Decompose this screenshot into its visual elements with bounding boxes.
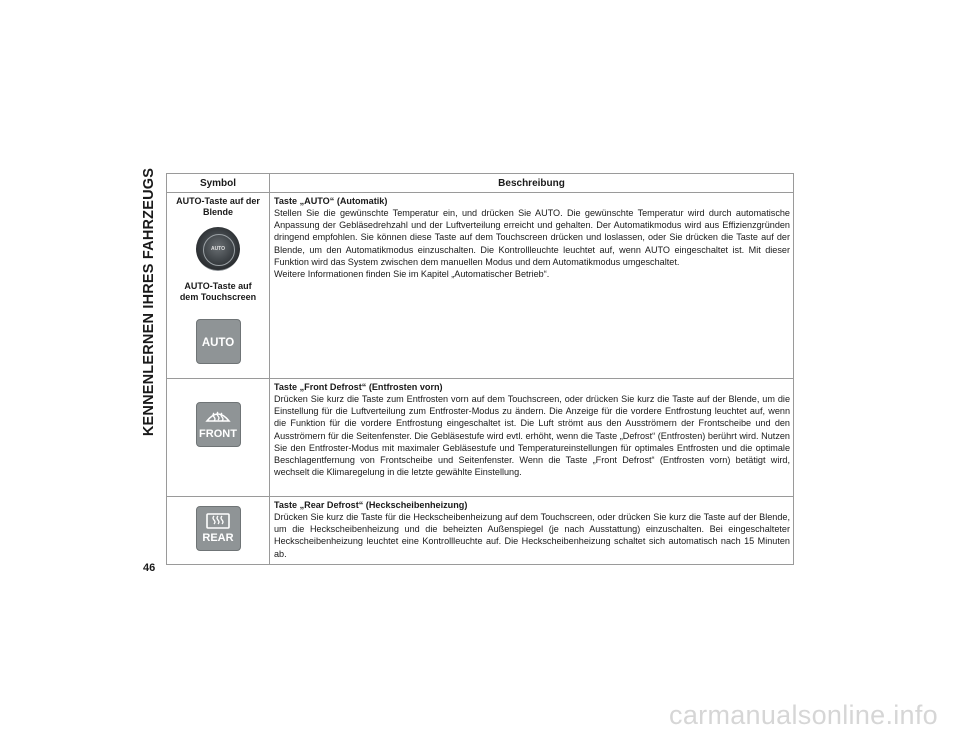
side-section-title — [138, 167, 160, 437]
rear-defrost-button[interactable] — [196, 506, 241, 551]
front-defrost-text: Drücken Sie kurz die Taste zum Entfrosten vorn auf dem Touchscreen, oder drücken Sie kurz die Taste auf der Blende, um die Einstellung für die Luftverteilung zum Entfroster-Modus zu ändern. Die Anzeige für die vordere Entfrostung leuchtet auf, wenn die Funktion für die vordere Entfrostung eingeschaltet ist. Die Luft strömt aus den Ausströmern der Frontscheibe und den Ausströmern für die Seitenfenster. Die Gebläsestufe wird evtl. erhöht, wenn die Taste „Defrost“ (Entfrosten) berührt wird. Nutzen Sie den Entfroster-Modus mit maximaler Gebläsestufe und Temperatureinstellungen für optimales Entfrosten und die optimale Beschlagentfernung von Frontscheibe und Seitenfenster. Wenn die Taste „Front Defrost“ (Entfrosten vorn) betätigt wird, wechselt die Klimaregelung in die letzte gewählte Einstellung. — [274, 394, 790, 478]
side-section-title-text: KENNENLERNEN IHRES FAHRZEUGS — [141, 167, 157, 437]
symbol-cell-front — [167, 379, 270, 497]
symbol-description-table — [166, 173, 794, 565]
symbol-cell-auto — [167, 193, 270, 379]
table-row-rear-defrost — [167, 497, 794, 565]
front-defrost-title: Taste „Front Defrost“ (Entfrosten vorn) — [274, 382, 443, 392]
auto-touch-button[interactable] — [196, 319, 241, 364]
front-defrost-icon — [205, 408, 231, 428]
description-cell-front — [270, 379, 794, 497]
watermark: carmanualsonline.info — [669, 700, 938, 730]
header-description: Beschreibung — [270, 174, 794, 193]
table-header-row — [167, 174, 794, 193]
auto-title: Taste „AUTO“ (Automatik) — [274, 196, 388, 206]
rear-defrost-text: Drücken Sie kurz die Taste für die Heckscheibenheizung auf dem Touchscreen, oder drücken Sie kurz die Taste auf der Blende, um die Heckscheibenheizung und die beheizten Außenspiegel (je nach Ausstattung) einzuschalten. Bei eingeschalteter Heckscheibenheizung leuchtet eine Kontrollleuchte auf. Die Heckscheibenheizung schaltet sich automatisch nach 15 Minuten ab. — [274, 512, 790, 559]
description-cell-auto — [270, 193, 794, 379]
rear-button-label: REAR — [202, 532, 234, 544]
page-number: 46 — [143, 562, 156, 574]
auto-text-2: Weitere Informationen finden Sie im Kapitel „Automatischer Betrieb“. — [274, 269, 550, 280]
auto-knob-label: AUTO — [210, 246, 226, 252]
table-row-front-defrost — [167, 379, 794, 497]
description-cell-rear — [270, 497, 794, 565]
auto-text: Stellen Sie die gewünschte Temperatur ein, und drücken Sie AUTO. Die gewünschte Temperatur wird durch automatische Anpassung der Gebläsedrehzahl und der Luftverteilung erreicht und gehalten. Der Automatikmodus wird aus Effizienzgründen dringend empfohlen. Sie können diese Taste auf dem Touchscreen drücken und loslassen, oder Sie drücken die Taste auf der Blende, um den Automatikmodus einzuschalten. Die Kontrollleuchte leuchtet auf, wenn AUTO eingeschaltet ist. Mit dieser Funktion wird das System zwischen dem manuellen Modus und dem Automatikmodus umgeschaltet. — [274, 208, 790, 267]
rear-defrost-title: Taste „Rear Defrost“ (Heckscheibenheizung) — [274, 500, 468, 510]
auto-button-label: AUTO — [201, 337, 235, 349]
auto-knob-icon — [196, 227, 240, 271]
header-symbol: Symbol — [167, 174, 270, 193]
symbol-label-panel: AUTO-Taste auf der Blende — [176, 196, 260, 217]
symbol-label-touchscreen: AUTO-Taste auf dem Touchscreen — [179, 281, 257, 302]
front-button-label: FRONT — [199, 428, 237, 440]
symbol-cell-rear — [167, 497, 270, 565]
front-defrost-button[interactable] — [196, 402, 241, 447]
table-row-auto — [167, 193, 794, 379]
rear-defrost-icon — [205, 512, 231, 532]
